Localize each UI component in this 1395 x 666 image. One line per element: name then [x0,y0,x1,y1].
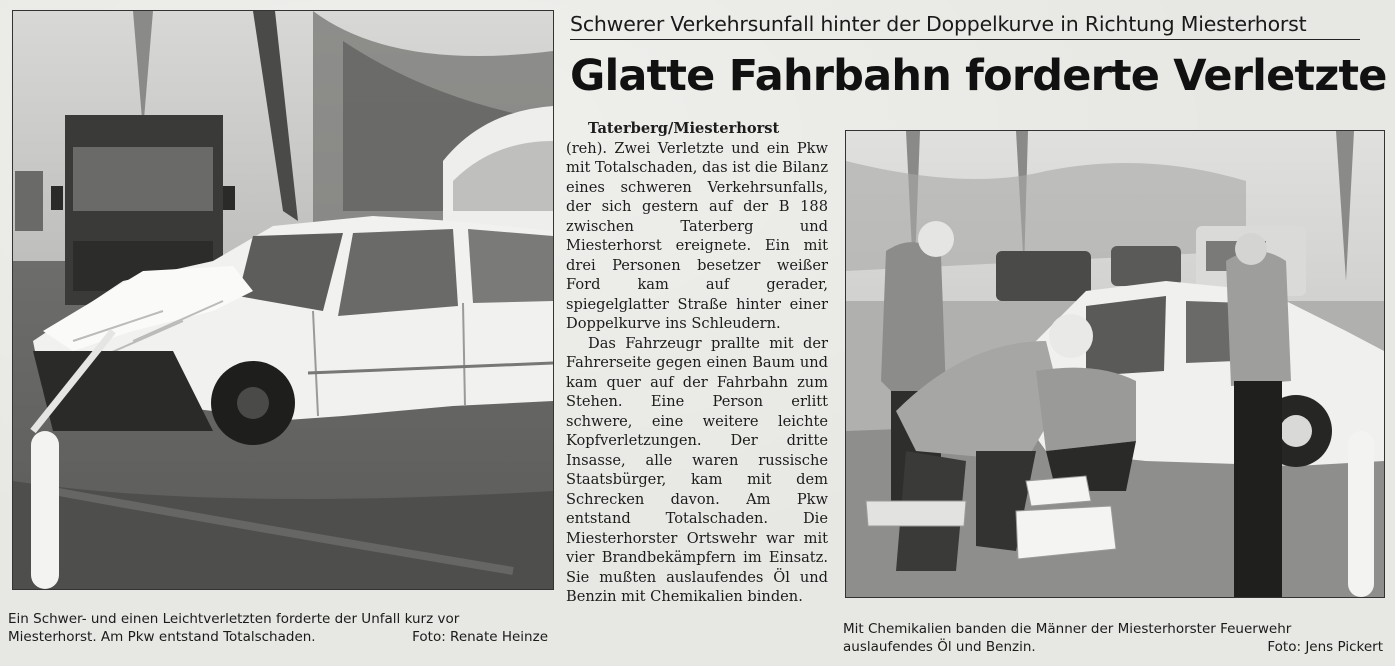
article-body [566,119,828,607]
article-paragraph-2: Das Fahrzeugr prallte mit der Fahrerseite gegen einen Baum und kam quer auf der Fahrbahn zum Stehen. Eine Person erlitt schwere, eine weitere leichte Kopfverletzungen. Der dritte Insasse, alle waren russische Staatsbürger, kam mit dem Schrecken davon. Am Pkw entstand Totalschaden. Die Miesterhorster Ortswehr war mit vier Brandbekämpfern im Einsatz. Sie mußten auslaufendes Öl und Benzin mit Chemikalien binden. [566,334,828,605]
photo-firefighters [845,130,1385,598]
photo-crashed-car [12,10,554,590]
photo-left-caption [8,610,548,646]
article-kicker: Schwerer Verkehrsunfall hinter der Doppelkurve in Richtung Miesterhorst [570,12,1360,40]
photo-right-caption-line-1: Mit Chemikalien banden die Männer der Miesterhorster Feuerwehr [843,621,1292,637]
photo-right-credit: Foto: Jens Pickert [1267,639,1383,655]
article-paragraph-1: (reh). Zwei Verletzte und ein Pkw mit Totalschaden, das ist die Bilanz eines schweren Verkehrsunfalls, der sich gestern auf der B 188 zwischen Taterberg und Miesterhorst ereignete. Ein mit drei Personen besetzer weißer Ford kam auf gerader, spiegelglatter Straße hinter einer Doppelkurve ins Schleudern. [566,139,829,332]
photo-crashed-car-image [13,11,553,589]
article-headline: Glatte Fahrbahn forderte Verletzte [570,51,1387,101]
photo-left-credit: Foto: Renate Heinze [412,629,548,645]
photo-left-caption-line-1: Ein Schwer- und einen Leichtverletzten forderte der Unfall kurz vor [8,611,460,627]
photo-right-caption-line-2: auslaufendes Öl und Benzin. [843,639,1036,655]
photo-firefighters-image [846,131,1384,597]
photo-left-caption-line-2: Miesterhorst. Am Pkw entstand Totalschaden. [8,629,316,645]
photo-right-caption [843,620,1383,656]
article-dateline: Taterberg/Miesterhorst [588,120,780,137]
